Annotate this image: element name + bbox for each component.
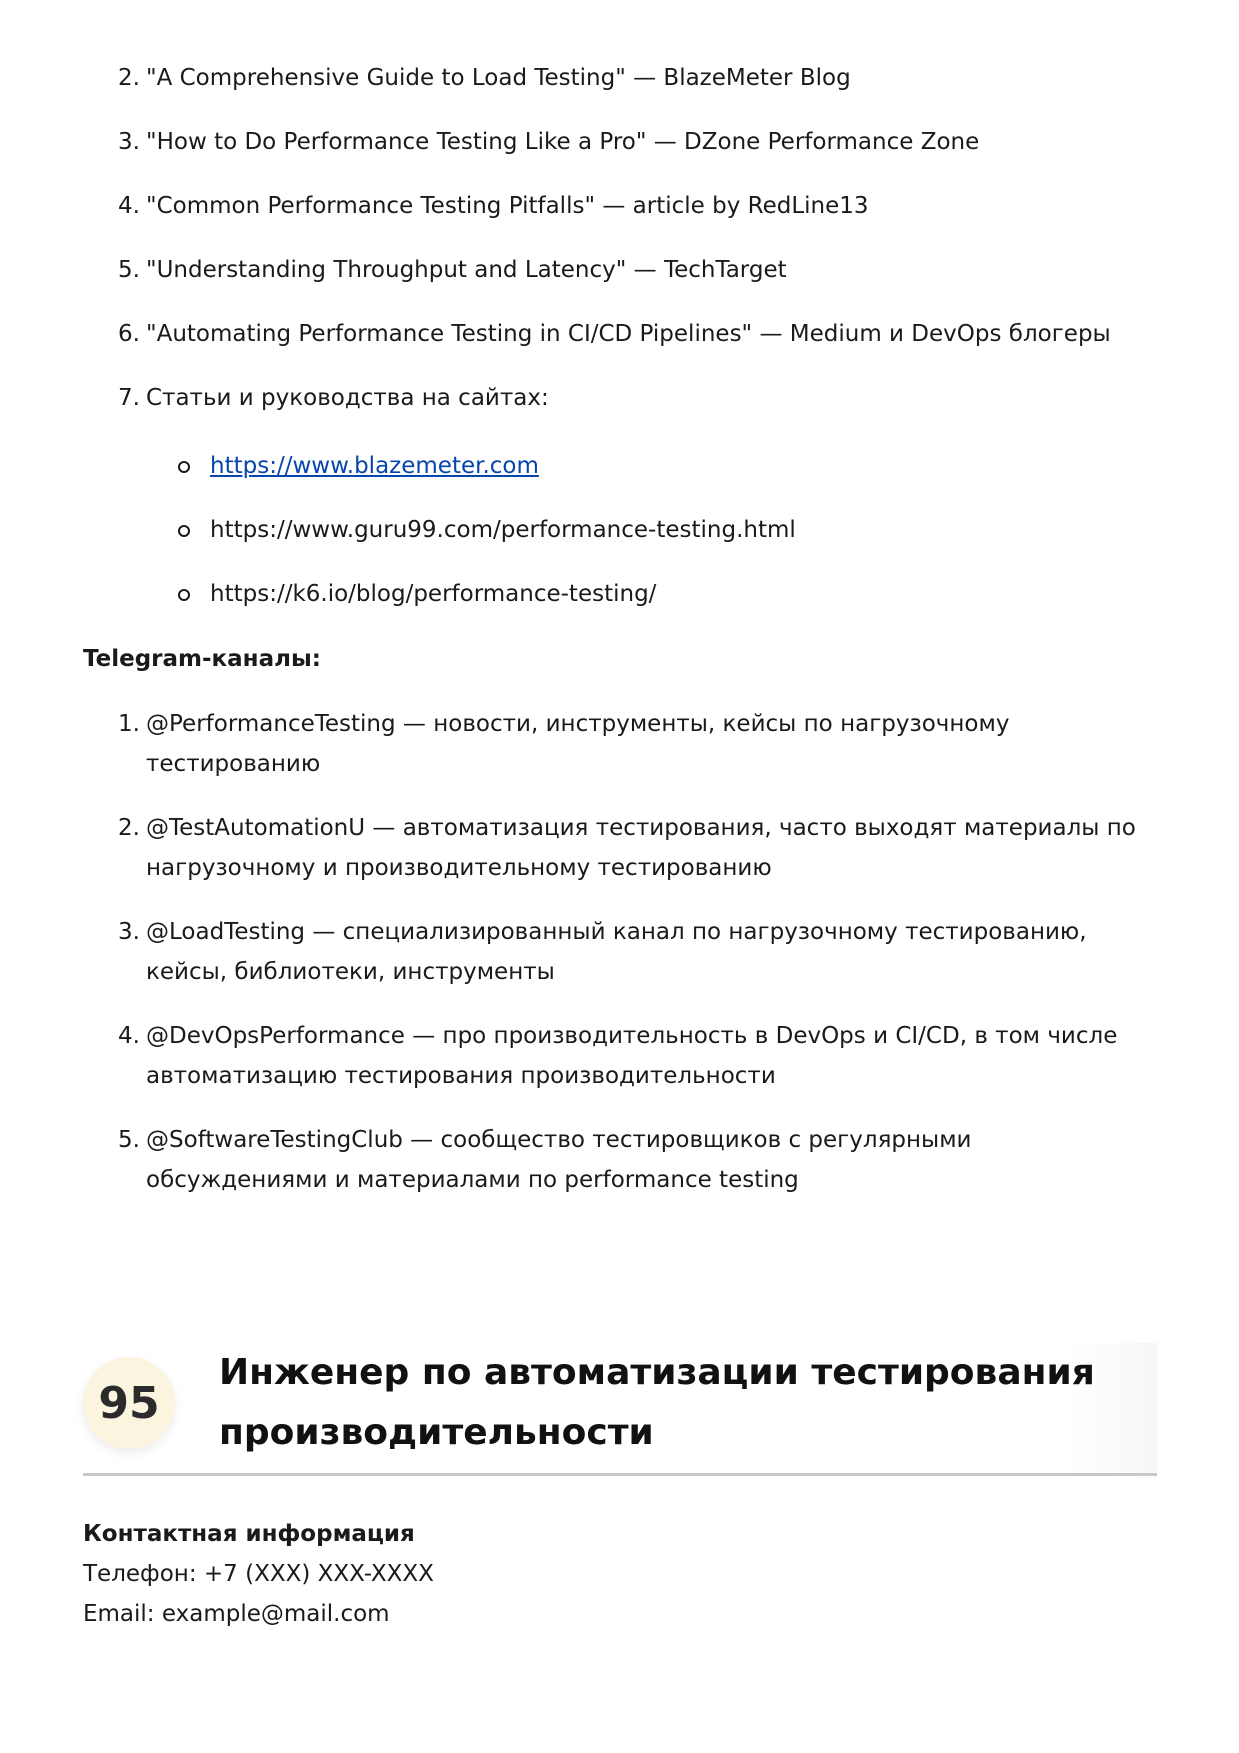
item-text: @LoadTesting — специализированный канал по нагрузочному тестированию, кейсы, библиотеки, инструменты bbox=[146, 919, 1087, 985]
item-text: @TestAutomationU — автоматизация тестирования, часто выходят материалы по нагрузочному и производительному тестированию bbox=[146, 815, 1136, 881]
item-number: 2. bbox=[118, 815, 140, 841]
item-text: Статьи и руководства на сайтах: bbox=[146, 385, 549, 411]
list-item bbox=[118, 186, 1111, 226]
item-number: 4. bbox=[118, 1023, 140, 1049]
list-item bbox=[118, 122, 1111, 162]
item-text: @SoftwareTestingClub — сообщество тестировщиков с регулярными обсуждениями и материалами по performance testing bbox=[146, 1127, 972, 1193]
circle-bullet-icon bbox=[178, 525, 190, 537]
site-item bbox=[178, 574, 796, 614]
section-number-badge: 95 bbox=[83, 1357, 175, 1449]
site-item bbox=[178, 510, 796, 550]
item-number: 2. bbox=[118, 65, 140, 91]
articles-list bbox=[118, 58, 1111, 418]
list-item bbox=[118, 1120, 1158, 1200]
item-text: "A Comprehensive Guide to Load Testing" — BlazeMeter Blog bbox=[146, 65, 851, 91]
item-number: 3. bbox=[118, 919, 140, 945]
contact-email: Email: example@mail.com bbox=[83, 1601, 390, 1627]
circle-bullet-icon bbox=[178, 589, 190, 601]
item-number: 5. bbox=[118, 1127, 140, 1153]
list-item bbox=[118, 378, 1111, 418]
blazemeter-link[interactable]: https://www.blazemeter.com bbox=[210, 453, 539, 479]
contact-heading: Контактная информация bbox=[83, 1521, 415, 1547]
site-item[interactable] bbox=[178, 446, 796, 486]
site-url: https://www.guru99.com/performance-testing.html bbox=[210, 517, 796, 543]
item-text: "How to Do Performance Testing Like a Pro" — DZone Performance Zone bbox=[146, 129, 980, 155]
list-item bbox=[118, 704, 1158, 784]
list-item bbox=[118, 912, 1158, 992]
list-item bbox=[118, 58, 1111, 98]
telegram-list bbox=[118, 704, 1158, 1224]
item-number: 7. bbox=[118, 385, 140, 411]
list-item bbox=[118, 250, 1111, 290]
site-url: https://k6.io/blog/performance-testing/ bbox=[210, 581, 657, 607]
list-item bbox=[118, 1016, 1158, 1096]
contact-phone: Телефон: +7 (XXX) XXX-XXXX bbox=[83, 1561, 434, 1587]
sites-list bbox=[178, 446, 796, 614]
item-number: 1. bbox=[118, 711, 140, 737]
item-text: @DevOpsPerformance — про производительность в DevOps и CI/CD, в том числе автоматизацию тестирования производительности bbox=[146, 1023, 1118, 1089]
list-item bbox=[118, 808, 1158, 888]
item-text: @PerformanceTesting — новости, инструменты, кейсы по нагрузочному тестированию bbox=[146, 711, 1010, 777]
item-number: 4. bbox=[118, 193, 140, 219]
section-header bbox=[83, 1343, 1157, 1476]
circle-bullet-icon bbox=[178, 461, 190, 473]
section-title: Инженер по автоматизации тестирования производительности bbox=[219, 1352, 1095, 1453]
item-number: 3. bbox=[118, 129, 140, 155]
item-text: "Common Performance Testing Pitfalls" — article by RedLine13 bbox=[146, 193, 869, 219]
item-number: 6. bbox=[118, 321, 140, 347]
item-number: 5. bbox=[118, 257, 140, 283]
item-text: "Automating Performance Testing in CI/CD Pipelines" — Medium и DevOps блогеры bbox=[146, 321, 1111, 347]
telegram-heading: Telegram-каналы: bbox=[83, 646, 321, 672]
item-text: "Understanding Throughput and Latency" — TechTarget bbox=[146, 257, 787, 283]
list-item bbox=[118, 314, 1111, 354]
